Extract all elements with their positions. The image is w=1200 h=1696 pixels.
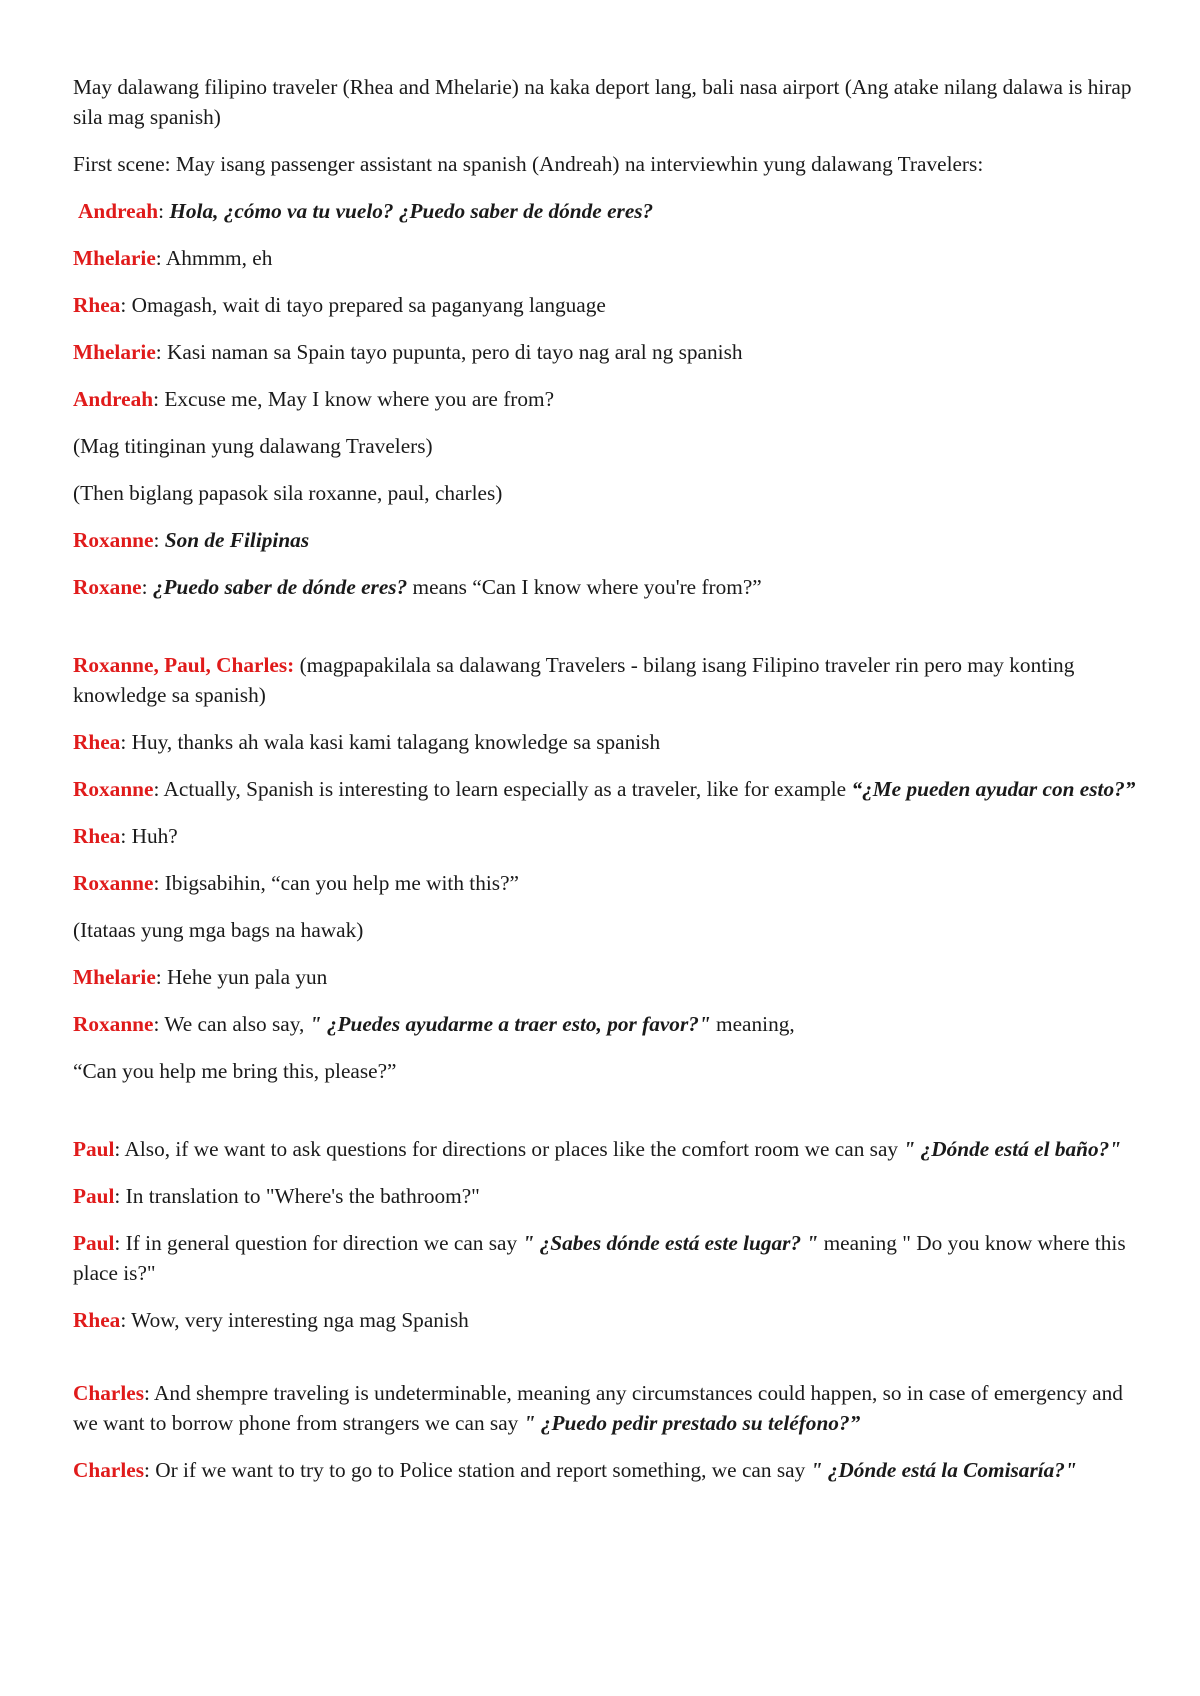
speaker-name: Mhelarie [73,340,156,364]
blank-line [73,1352,1143,1378]
spanish-phrase: Son de Filipinas [164,528,310,552]
dialogue-line [73,868,1143,898]
dialogue-text: : Kasi naman sa Spain tayo pupunta, pero di tayo nag aral ng spanish [155,340,743,364]
speaker-name: Charles [73,1458,144,1482]
scene-text: First scene: May isang passenger assistant na spanish (Andreah) na interviewhin yung dalawang Travelers: [73,152,984,176]
speaker-name: Rhea [73,293,121,317]
speaker-name: Rhea [73,1308,121,1332]
dialogue-line [73,243,1143,273]
dialogue-text: : We can also say, [153,1012,310,1036]
speaker-name: Roxanne [73,528,154,552]
dialogue-line [73,1134,1143,1164]
dialogue-line [73,821,1143,851]
spanish-phrase: " ¿Puedo pedir prestado su teléfono?” [523,1411,861,1435]
dialogue-text: : And shempre traveling is undeterminable, meaning any circumstances could happen, so in case of emergency and we want to borrow phone from strangers we can say [73,1381,1123,1435]
speaker-name: Roxanne [73,1012,154,1036]
speaker-name: Rhea [73,730,121,754]
dialogue-text: : Excuse me, May I know where you are from? [153,387,555,411]
dialogue-text: : In translation to "Where's the bathroom?" [114,1184,480,1208]
dialogue-line [73,290,1143,320]
dialogue-text: : Ibigsabihin, “can you help me with this?” [153,871,519,895]
colon: : [153,528,165,552]
spanish-phrase: “¿Me pueden ayudar con esto?” [851,777,1136,801]
stage-direction [73,478,1143,508]
speaker-name: Roxane [73,575,142,599]
dialogue-line [73,196,1143,226]
dialogue-line [73,727,1143,757]
stage-direction-text: (Itataas yung mga bags na hawak) [73,918,364,942]
dialogue-text: : Also, if we want to ask questions for directions or places like the comfort room we can say [114,1137,904,1161]
dialogue-line [73,774,1143,804]
dialogue-text: meaning, [710,1012,795,1036]
dialogue-line [73,525,1143,555]
dialogue-text: (magpapakilala sa dalawang Travelers - bilang isang Filipino traveler rin pero may konting knowledge sa spanish) [73,653,1075,707]
dialogue-line [73,1181,1143,1211]
dialogue-line [73,1378,1143,1438]
speaker-name: Paul [73,1137,115,1161]
speaker-name: Paul [73,1184,115,1208]
stage-direction [73,431,1143,461]
spanish-phrase: " ¿Dónde está el baño?" [903,1137,1122,1161]
colon: : [158,199,170,223]
dialogue-text: : Omagash, wait di tayo prepared sa paganyang language [120,293,606,317]
stage-direction [73,915,1143,945]
dialogue-text: : Huh? [120,824,178,848]
dialogue-text: : If in general question for direction we can say [114,1231,523,1255]
spanish-phrase: " ¿Sabes dónde está este lugar? " [522,1231,819,1255]
dialogue-text: : Huy, thanks ah wala kasi kami talagang knowledge sa spanish [120,730,661,754]
dialogue-line [73,384,1143,414]
colon: : [141,575,153,599]
dialogue-line [73,1455,1143,1485]
stage-direction-text: (Mag titinginan yung dalawang Travelers) [73,434,433,458]
intro-paragraph [73,72,1143,132]
dialogue-line [73,1009,1143,1039]
stage-direction-text: (Then biglang papasok sila roxanne, paul, charles) [73,481,503,505]
scene-paragraph [73,149,1143,179]
dialogue-text: : Or if we want to try to go to Police station and report something, we can say [143,1458,811,1482]
spanish-phrase: " ¿Puedes ayudarme a traer esto, por favor?" [309,1012,711,1036]
translation-line [73,1056,1143,1086]
speaker-name: Mhelarie [73,965,156,989]
spanish-phrase: " ¿Dónde está la Comisaría?" [810,1458,1077,1482]
dialogue-line [73,962,1143,992]
speaker-name: Andreah [78,199,159,223]
speaker-name: Andreah [73,387,154,411]
dialogue-text: means “Can I know where you're from?” [407,575,762,599]
dialogue-line [73,1228,1143,1288]
intro-text: May dalawang filipino traveler (Rhea and Mhelarie) na kaka deport lang, bali nasa airport (Ang atake nilang dalawa is hirap sila mag spanish) [73,75,1132,129]
speaker-name: Mhelarie [73,246,156,270]
blank-line [73,1103,1143,1134]
speaker-name: Roxanne, Paul, Charles: [73,653,295,677]
speaker-name: Charles [73,1381,144,1405]
dialogue-line [73,572,1143,602]
dialogue-text: : Hehe yun pala yun [155,965,328,989]
dialogue-line [73,1305,1143,1335]
spanish-phrase: ¿Puedo saber de dónde eres? [152,575,408,599]
speaker-name: Roxanne [73,777,154,801]
dialogue-line [73,337,1143,367]
dialogue-text: : Actually, Spanish is interesting to learn especially as a traveler, like for example [153,777,852,801]
translation-text: “Can you help me bring this, please?” [73,1059,397,1083]
dialogue-line [73,650,1143,710]
dialogue-text: : Wow, very interesting nga mag Spanish [120,1308,469,1332]
speaker-name: Roxanne [73,871,154,895]
document-page [73,72,1143,1502]
speaker-name: Rhea [73,824,121,848]
dialogue-text: : Ahmmm, eh [155,246,273,270]
dialogue-text: meaning " Do you know where this place is?" [73,1231,1126,1285]
speaker-name: Paul [73,1231,115,1255]
blank-line [73,619,1143,650]
spanish-phrase: Hola, ¿cómo va tu vuelo? ¿Puedo saber de dónde eres? [169,199,654,223]
